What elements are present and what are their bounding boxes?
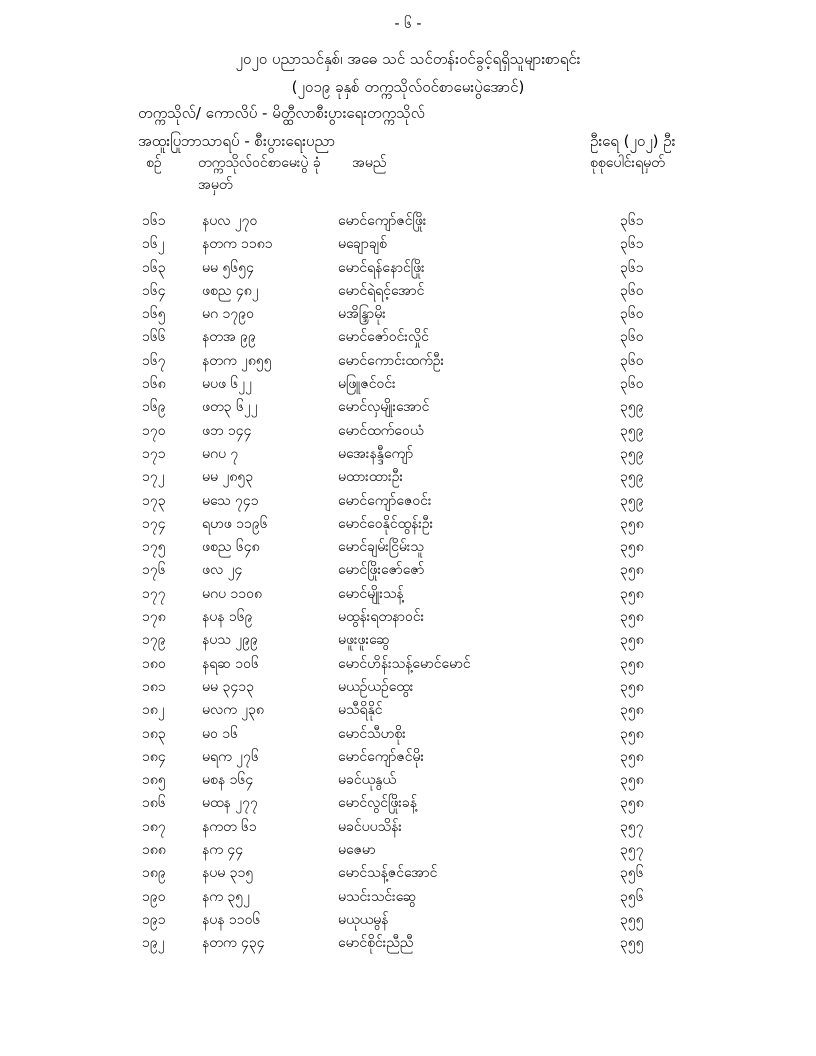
row-roll-number: ဖဘ ၁၄၄	[202, 422, 252, 439]
table-row	[0, 490, 816, 513]
table-row	[0, 373, 816, 396]
row-serial: ၁၉၀	[142, 888, 166, 905]
seat-count: ဦးရေ (၂၀၂) ဦး	[590, 132, 676, 150]
table-row	[0, 396, 816, 419]
row-total-marks: ၃၅၉	[620, 492, 644, 509]
row-serial: ၁၉၂	[142, 935, 165, 952]
row-name: မချောချစ်	[338, 236, 387, 253]
row-name: မဖူးဖူးဆွေ	[338, 632, 390, 649]
row-name: မသီရိနိုင်	[338, 702, 383, 719]
row-name: မောင်စိုင်းညီညီ	[338, 935, 414, 952]
row-serial: ၁၇၉	[142, 632, 166, 649]
row-total-marks: ၃၅၇	[620, 842, 644, 859]
row-serial: ၁၈၅	[142, 772, 166, 789]
row-total-marks: ၃၅၉	[620, 422, 644, 439]
row-roll-number: နပမ ၃၁၅	[202, 865, 254, 882]
row-roll-number: မသေ ၇၄၁	[202, 492, 259, 509]
row-total-marks: ၃၅၉	[620, 469, 644, 486]
row-serial: ၁၈၉	[142, 865, 166, 882]
row-serial: ၁၇၁	[142, 445, 166, 462]
table-row	[0, 629, 816, 652]
row-serial: ၁၆၇	[142, 352, 166, 369]
table-row	[0, 443, 816, 466]
row-name: မထွန်းရတနာဝင်း	[338, 609, 425, 626]
row-serial: ၁၈၁	[142, 678, 166, 695]
table-row	[0, 303, 816, 326]
row-total-marks: ၃၅၈	[620, 515, 644, 532]
row-roll-number: မမ ၃၄၁၃	[202, 678, 254, 695]
row-roll-number: နပသ ၂၉၉	[202, 632, 258, 649]
table-row	[0, 583, 816, 606]
row-roll-number: မလက ၂၃၈	[202, 702, 265, 719]
university-line: တက္ကသိုလ်/ ကောလိပ် - မိတ္ထီလာစီးပွားရေးတက္ကသိုလ်	[138, 104, 425, 122]
row-serial: ၁၆၅	[142, 306, 166, 323]
row-total-marks: ၃၆၀	[620, 282, 644, 299]
row-serial: ၁၆၁	[142, 213, 166, 229]
row-name: မောင်ကျော်ဇေဝင်း	[338, 492, 432, 509]
row-total-marks: ၃၅၈	[620, 562, 644, 579]
table-row	[0, 723, 816, 746]
table-row	[0, 909, 816, 932]
row-total-marks: ၃၅၈	[620, 632, 644, 649]
table-row	[0, 606, 816, 629]
table-row	[0, 862, 816, 885]
row-roll-number: နကတ ၆၁	[202, 818, 257, 835]
row-serial: ၁၈၀	[142, 655, 166, 672]
row-total-marks: ၃၅၈	[620, 585, 644, 602]
table-row	[0, 513, 816, 536]
row-roll-number: နပလ ၂၇၀	[202, 213, 258, 229]
row-serial: ၁၈၂	[142, 702, 165, 719]
table-row	[0, 466, 816, 489]
header-roll-number: တက္ကသိုလ်ဝင်စာမေးပွဲ ခုံအမှတ်	[198, 155, 321, 193]
table-row	[0, 676, 816, 699]
table-row	[0, 886, 816, 909]
row-roll-number: ဖစည ၆၄၈	[202, 539, 260, 556]
row-total-marks: ၃၆၁	[620, 259, 644, 276]
row-roll-number: နပန ၁၆၉	[202, 609, 253, 626]
row-name: မောင်ကောင်းထက်ဦး	[338, 352, 445, 369]
row-total-marks: ၃၅၈	[620, 539, 644, 556]
row-serial: ၁၆၈	[142, 376, 166, 393]
row-name: မသင်းသင်းဆွေ	[338, 888, 417, 905]
row-total-marks: ၃၅၈	[620, 678, 644, 695]
table-row	[0, 257, 816, 280]
row-total-marks: ၃၅၉	[620, 399, 644, 416]
row-total-marks: ၃၅၈	[620, 655, 644, 672]
row-serial: ၁၆၉	[142, 399, 166, 416]
row-roll-number: ဖတ၃ ၆၂၂	[202, 399, 258, 416]
row-roll-number: မထန ၂၇၇	[202, 795, 258, 812]
row-total-marks: ၃၅၉	[620, 445, 644, 462]
row-roll-number: မမ ၂၈၅၃	[202, 469, 254, 486]
table-row	[0, 326, 816, 349]
row-roll-number: နပန ၁၁၀၆	[202, 911, 261, 928]
table-row	[0, 932, 816, 955]
row-roll-number: မဝ ၁၆	[202, 725, 239, 742]
document-title: ၂၀၂၀ ပညာသင်နှစ်၊ အဓေ သင် သင်တန်းဝင်ခွင့်ရရှိသူများစာရင်း	[235, 50, 581, 68]
row-total-marks: ၃၅၆	[620, 865, 644, 882]
row-total-marks: ၃၆၁	[620, 236, 644, 253]
row-name: မောင်ရန်နောင်ဖြိုး	[338, 259, 425, 276]
row-name: မောင်သန့်ဇင်အောင်	[338, 865, 438, 882]
row-serial: ၁၇၈	[142, 609, 166, 626]
row-name: မဖြူဇင်ဝင်း	[338, 376, 396, 393]
table-row	[0, 839, 816, 862]
results-table	[0, 210, 816, 956]
row-roll-number: ရဟဖ ၁၁၉၆	[202, 515, 268, 532]
row-name: မောင်ရဲရင့်အောင်	[338, 282, 425, 299]
row-roll-number: မမ ၅၆၅၄	[202, 259, 254, 276]
table-row	[0, 653, 816, 676]
table-row	[0, 816, 816, 839]
row-serial: ၁၈၃	[142, 725, 166, 742]
table-row	[0, 699, 816, 722]
row-name: မဇေမာ	[338, 842, 376, 859]
row-total-marks: ၃၅၈	[620, 609, 644, 626]
row-name: မောင်ချမ်းငြိမ်းသူ	[338, 539, 424, 556]
header-serial: စဉ်	[146, 155, 162, 171]
row-total-marks: ၃၅၈	[620, 725, 644, 742]
row-roll-number: မဂ ၁၇၉၀	[202, 306, 254, 323]
table-row	[0, 350, 816, 373]
row-roll-number: ဖစည ၄၈၂	[202, 282, 259, 299]
row-roll-number: နက ၄၄	[202, 842, 244, 859]
row-serial: ၁၇၄	[142, 515, 166, 532]
page-number: - ၆ -	[394, 16, 422, 32]
header-total-marks: စုစုပေါင်းရမှတ်	[590, 155, 665, 171]
row-serial: ၁၆၂	[142, 236, 165, 253]
row-name: မအိန္ဒြာမိုး	[338, 306, 386, 323]
row-name: မခင်ပပသိန်း	[338, 818, 402, 835]
row-name: မောင်ကျော်ဇင်မိုး	[338, 748, 425, 765]
row-total-marks: ၃၆၁	[620, 213, 644, 229]
table-row	[0, 769, 816, 792]
row-serial: ၁၈၇	[142, 818, 166, 835]
row-total-marks: ၃၆၀	[620, 352, 644, 369]
row-name: မောင်လှမျိုးအောင်	[338, 399, 430, 416]
row-name: မောင်မျိုးသန့်	[338, 585, 404, 602]
row-total-marks: ၃၅၈	[620, 748, 644, 765]
row-serial: ၁၈၆	[142, 795, 166, 812]
row-serial: ၁၇၃	[142, 492, 166, 509]
row-roll-number: မရက ၂၇၆	[202, 748, 259, 765]
row-serial: ၁၉၁	[142, 911, 166, 928]
row-roll-number: နတက ၂၈၅၅	[202, 352, 272, 369]
row-total-marks: ၃၅၈	[620, 772, 644, 789]
row-total-marks: ၃၅၆	[620, 888, 644, 905]
major-line: အထူးပြုဘာသာရပ် - စီးပွားရေးပညာ	[138, 132, 336, 150]
row-serial: ၁၆၄	[142, 282, 166, 299]
row-serial: ၁၇၀	[142, 422, 166, 439]
row-roll-number: မစန ၁၆၄	[202, 772, 254, 789]
table-row	[0, 280, 816, 303]
row-roll-number: နရဆ ၁၀၆	[202, 655, 259, 672]
row-roll-number: နက ၃၅၂	[202, 888, 251, 905]
row-name: မောင်ထက်ဝေယံ	[338, 422, 424, 439]
row-roll-number: ဖလ ၂၄	[202, 562, 243, 579]
row-roll-number: မဂပ ၁၁၀၈	[202, 585, 263, 602]
table-row	[0, 536, 816, 559]
row-name: မထားထားဦး	[338, 469, 404, 486]
row-name: မောင်သီဟစိုး	[338, 725, 406, 742]
row-total-marks: ၃၅၈	[620, 702, 644, 719]
row-total-marks: ၃၅၅	[620, 935, 644, 952]
row-serial: ၁၇၇	[142, 585, 166, 602]
table-row	[0, 420, 816, 443]
row-roll-number: နတက ၄၃၄	[202, 935, 265, 952]
row-serial: ၁၇၅	[142, 539, 166, 556]
table-row	[0, 559, 816, 582]
row-total-marks: ၃၅၇	[620, 818, 644, 835]
row-total-marks: ၃၆၀	[620, 329, 644, 346]
row-total-marks: ၃၅၈	[620, 795, 644, 812]
row-serial: ၁၆၆	[142, 329, 166, 346]
row-name: မခင်ယုနွယ်	[338, 772, 397, 789]
row-roll-number: နတက ၁၁၈၁	[202, 236, 273, 253]
header-name: အမည်	[352, 155, 387, 171]
row-total-marks: ၃၆၀	[620, 306, 644, 323]
table-row	[0, 233, 816, 256]
table-row	[0, 210, 816, 233]
row-name: မောင်ဟိန်းသန့်မောင်မောင်	[338, 655, 471, 672]
row-serial: ၁၇၆	[142, 562, 166, 579]
row-roll-number: မပဖ ၆၂၂	[202, 376, 253, 393]
row-serial: ၁၆၃	[142, 259, 166, 276]
row-name: မောင်ဝေနိုင်ထွန်းဦး	[338, 515, 434, 532]
row-name: မအေးနန္ဒီကျော်	[338, 445, 414, 462]
row-name: မောင်ဇော်ဝင်းလှိုင်	[338, 329, 429, 346]
row-roll-number: မဂပ ၇	[202, 445, 239, 462]
row-name: မောင်လွင်ဖြိုးခန့်	[338, 795, 418, 812]
row-total-marks: ၃၅၅	[620, 911, 644, 928]
document-subtitle: (၂၀၁၉ ခုနှစ် တက္ကသိုလ်ဝင်စာမေးပွဲအောင်)	[291, 78, 525, 96]
row-name: မယဉ်ယဉ်ထွေး	[338, 678, 414, 695]
table-row	[0, 746, 816, 769]
row-name: မောင်ကျော်ဇင်ဖြိုး	[338, 213, 427, 229]
row-serial: ၁၈၄	[142, 748, 166, 765]
row-roll-number: နတအ ၉၉	[202, 329, 256, 346]
row-serial: ၁၇၂	[142, 469, 165, 486]
row-total-marks: ၃၆၀	[620, 376, 644, 393]
row-name: မောင်ဖြိုးဇော်ဇော်	[338, 562, 425, 579]
table-row	[0, 792, 816, 815]
row-name: မယုယမွန်	[338, 911, 389, 928]
row-serial: ၁၈၈	[142, 842, 166, 859]
